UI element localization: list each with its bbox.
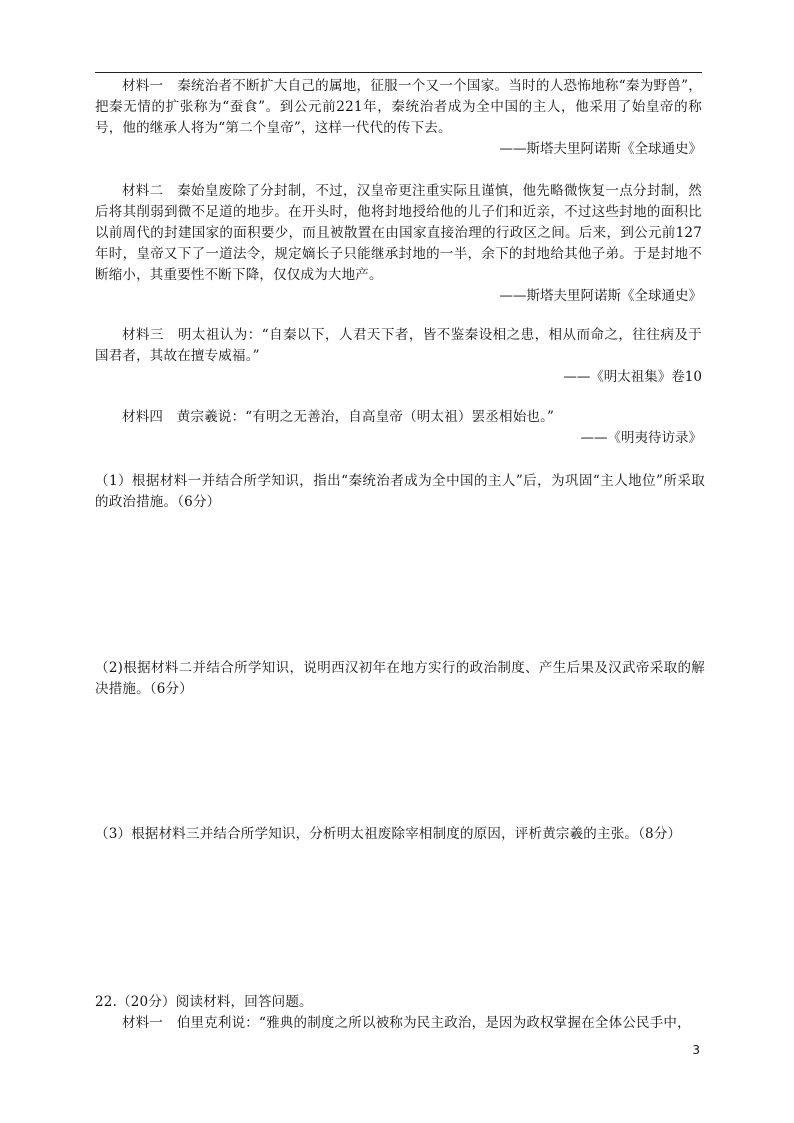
material-four [95, 407, 702, 449]
material-two-source: ——斯塔夫里阿诺斯《全球通史》 [499, 288, 702, 304]
material-one-text: 材料一 秦统治者不断扩大自己的属地，征服一个又一个国家。当时的人恐怖地称“秦为野兽”，把秦无情的扩张称为“蚕食”。到公元前221年，秦统治者成为全中国的主人，他采用了始皇帝的称号，他的继承人将为“第二个皇帝”，这样一代代的传下去。 [95, 78, 702, 136]
material-four-source: ——《明夷待访录》 [580, 430, 702, 446]
header-rule [95, 72, 702, 73]
material-three-text: 材料三 明太祖认为：“自秦以下，人君天下者，皆不鉴秦设相之患，相从而命之，往往病及于国君者，其故在擅专威福。” [95, 327, 702, 364]
question-22-material-one: 材料一 伯里克利说：“雅典的制度之所以被称为民主政治，是因为政权掌握在全体公民手中， [122, 1015, 691, 1031]
question-22-heading: 22.（20分）阅读材料，回答问题。 [95, 994, 313, 1010]
material-one [95, 76, 702, 160]
question-3: （3）根据材料三并结合所学知识，分析明太祖废除宰相制度的原因，评析黄宗羲的主张。（8分） [95, 826, 682, 842]
material-three [95, 325, 702, 388]
material-three-source: ——《明太祖集》卷10 [563, 369, 702, 385]
question-1: （1）根据材料一并结合所学知识，指出“秦统治者成为全中国的主人”后，为巩固“主人地位”所采取的政治措施。（6分） [95, 473, 705, 510]
question-2: （2)根据材料二并结合所学知识，说明西汉初年在地方实行的政治制度、产生后果及汉武帝采取的解决措施。（6分） [95, 660, 705, 697]
page-number: 3 [692, 1043, 700, 1057]
material-one-source: ——斯塔夫里阿诺斯《全球通史》 [499, 141, 702, 157]
material-two-text: 材料二 秦始皇废除了分封制，不过，汉皇帝更注重实际且谨慎，他先略微恢复一点分封制，然后将其削弱到微不足道的地步。在开头时，他将封地授给他的儿子们和近亲，不过这些封地的面积比以前周代的封建国家的面积要少，而且被散置在由国家直接治理的行政区之间。后来，到公元前127年时，皇帝又下了一道法令，规定嫡长子只能继承封地的一半，余下的封地给其他子弟。于是封地不断缩小，其重要性不断下降，仅仅成为大地产。 [95, 183, 702, 283]
material-two [95, 181, 702, 307]
material-four-text: 材料四 黄宗羲说：“有明之无善治，自高皇帝（明太祖）罢丞相始也。” [122, 409, 555, 425]
